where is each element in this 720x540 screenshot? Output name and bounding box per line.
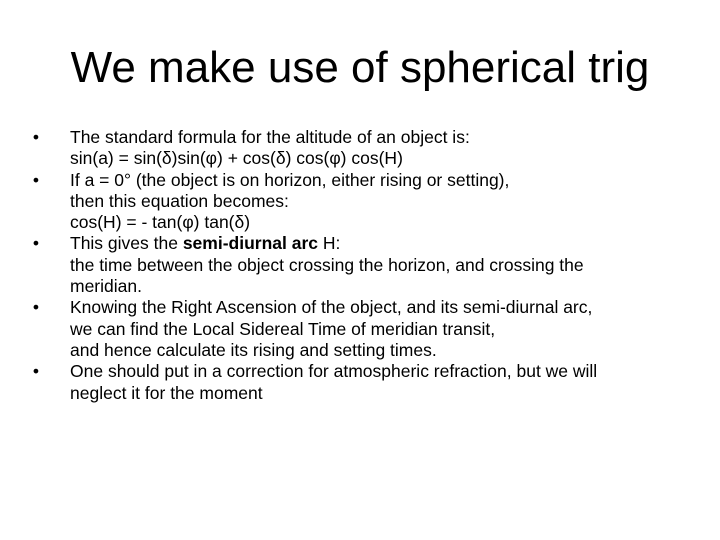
semi-diurnal-arc-term: semi-diurnal arc [182,233,319,254]
bullet-glyph: • [32,361,40,382]
bullet-item-right-ascension [30,297,700,361]
bullet-glyph: • [32,127,40,147]
bullet-text: This gives the [70,233,183,254]
bullet-glyph: • [32,297,40,318]
altitude-equation: sin(a) = sin(δ)sin(φ) + cos(δ) cos(φ) cos(H) [70,148,403,169]
bullet-item-horizon-case [30,170,700,234]
bullet-line: meridian. [70,276,142,297]
bullet-line: the time between the object crossing the horizon, and crossing the [70,254,584,275]
bullet-item-refraction [30,361,700,404]
bullet-line: and hence calculate its rising and setting times. [70,339,437,360]
bullet-line [70,233,700,254]
bullet-glyph: • [32,169,40,190]
bullet-glyph: • [32,233,40,254]
bullet-list [30,127,700,404]
bullet-text: H: [318,233,341,254]
bullet-line: If a = 0° (the object is on horizon, either rising or setting), [70,169,510,190]
bullet-line: One should put in a correction for atmospheric refraction, but we will [70,361,598,382]
bullet-item-semi-diurnal-arc [30,233,700,297]
bullet-line: we can find the Local Sidereal Time of meridian transit, [70,318,496,339]
hour-angle-equation: cos(H) = - tan(φ) tan(δ) [70,212,251,233]
bullet-item-altitude-formula [30,127,700,170]
bullet-line: Knowing the Right Ascension of the object, and its semi-diurnal arc, [70,297,593,318]
slide-title: We make use of spherical trig [70,43,650,92]
bullet-line: The standard formula for the altitude of an object is: [70,127,470,147]
bullet-line: neglect it for the moment [70,382,263,403]
bullet-line: then this equation becomes: [70,190,289,211]
